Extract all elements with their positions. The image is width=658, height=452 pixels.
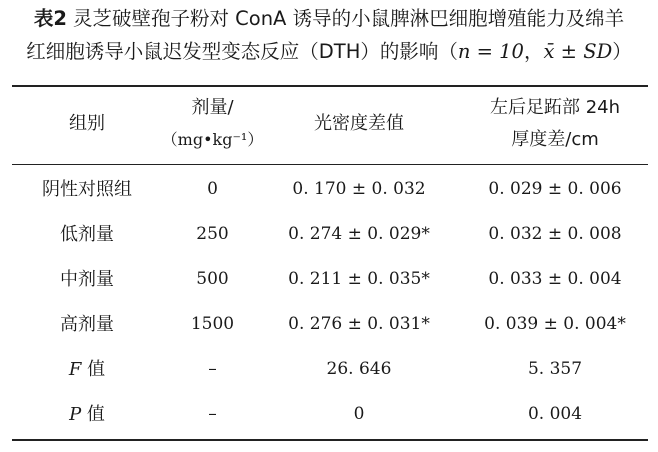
cell-dose: –	[208, 404, 217, 424]
cell-stat-label	[12, 392, 162, 437]
table-row	[0, 212, 658, 257]
cell-group: 中剂量	[60, 269, 114, 290]
cell-thickness: 0. 039 ± 0. 004*	[484, 314, 626, 334]
cell-thickness: 5. 357	[527, 359, 583, 379]
cell-thickness: 0. 004	[527, 404, 583, 424]
header-dose-label: 剂量/	[191, 97, 234, 118]
table-header-rule	[12, 164, 648, 165]
cell-dose: 0	[207, 179, 218, 199]
caption-text-1: 灵芝破壁孢子粉对 ConA 诱导的小鼠脾淋巴细胞增殖能力及绵羊	[72, 7, 625, 30]
table-row	[0, 167, 658, 212]
cell-thickness: 0. 032 ± 0. 008	[488, 224, 622, 244]
table-number: 表2	[33, 7, 67, 30]
cell-dose: 500	[196, 269, 229, 289]
caption-close: ）	[612, 40, 632, 63]
cell-od: 0	[353, 404, 365, 424]
cell-od: 0. 274 ± 0. 029*	[288, 224, 430, 244]
header-thickness-line-2: 厚度差/cm	[511, 129, 599, 150]
caption-text-2: 红细胞诱导小鼠迟发型变态反应（DTH）的影响（	[26, 40, 458, 63]
cell-dose: –	[208, 359, 217, 379]
cell-group: 高剂量	[60, 314, 114, 335]
cell-od: 0. 170 ± 0. 032	[292, 179, 426, 199]
cell-thickness: 0. 029 ± 0. 006	[488, 179, 622, 199]
header-dose-unit: （mg•kg⁻¹）	[161, 130, 264, 149]
header-optical-density: 光密度差值	[314, 113, 404, 134]
cell-dose: 250	[196, 224, 229, 244]
cell-group: 低剂量	[60, 224, 114, 245]
table-row	[0, 302, 658, 347]
table-top-rule	[12, 85, 648, 87]
stat-label: 值	[81, 404, 105, 425]
stat-label: 值	[81, 359, 106, 380]
table-row	[0, 257, 658, 302]
caption-statistic: x̄ ± SD	[543, 40, 613, 63]
caption-separator: ，	[523, 40, 544, 63]
table-caption-line-1	[0, 6, 658, 32]
header-group: 组别	[69, 113, 105, 134]
cell-od: 0. 276 ± 0. 031*	[288, 314, 430, 334]
table-row-p-value	[0, 392, 658, 437]
cell-stat-label	[12, 347, 162, 392]
table-caption-line-2	[0, 39, 658, 65]
table-bottom-rule	[12, 439, 648, 441]
cell-group: 阴性对照组	[42, 179, 132, 200]
cell-od: 26. 646	[326, 359, 392, 379]
caption-sample-size: n = 10	[457, 40, 524, 63]
cell-thickness: 0. 033 ± 0. 004	[488, 269, 622, 289]
stat-symbol: F	[68, 359, 82, 380]
cell-od: 0. 211 ± 0. 035*	[288, 269, 430, 289]
header-thickness-line-1: 左后足跖部 24h	[489, 97, 621, 118]
table-row-f-statistic	[0, 347, 658, 392]
cell-dose: 1500	[190, 314, 235, 334]
header-footpad-thickness	[450, 92, 658, 156]
stat-symbol: P	[69, 404, 82, 425]
header-dose	[160, 92, 265, 156]
